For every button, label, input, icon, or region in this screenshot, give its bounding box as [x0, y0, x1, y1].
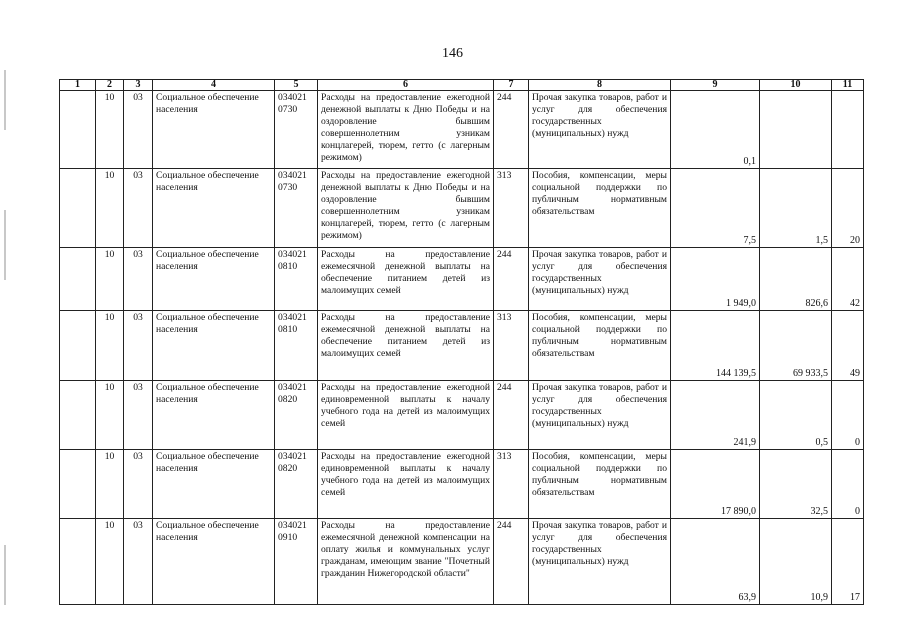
- cell-c9: 7,5: [671, 169, 760, 248]
- cell-c11: 42: [832, 248, 864, 311]
- cell-c5: 034021 0810: [275, 248, 318, 311]
- cell-c9: 63,9: [671, 519, 760, 605]
- cell-c6: Расходы на предоставление ежемесячной денежной выплаты на обеспечение питанием детей из малоимущих семей: [318, 248, 494, 311]
- page-number: 146: [442, 46, 463, 61]
- cell-c3: 03: [124, 91, 153, 169]
- cell-c2: 10: [96, 519, 124, 605]
- cell-c5: 034021 0730: [275, 91, 318, 169]
- table-row: [60, 91, 864, 169]
- cell-c2: 10: [96, 381, 124, 450]
- cell-c2: 10: [96, 311, 124, 381]
- table-row: [60, 169, 864, 248]
- cell-c8: Пособия, компенсации, меры социальной поддержки по публичным нормативным обязательствам: [529, 450, 671, 519]
- column-header-6: 6: [318, 80, 494, 91]
- cell-c8: Прочая закупка товаров, работ и услуг для обеспечения государственных (муниципальных) нужд: [529, 381, 671, 450]
- table-row: [60, 519, 864, 605]
- cell-c8: Прочая закупка товаров, работ и услуг для обеспечения государственных (муниципальных) нужд: [529, 519, 671, 605]
- cell-c10: 69 933,5: [760, 311, 832, 381]
- cell-c3: 03: [124, 248, 153, 311]
- cell-c1: [60, 519, 96, 605]
- cell-c7: 244: [494, 91, 529, 169]
- table-header-row: [60, 80, 864, 91]
- cell-c4: Социальное обеспечение населения: [153, 519, 275, 605]
- cell-c11: 17: [832, 519, 864, 605]
- cell-c11: 0: [832, 450, 864, 519]
- cell-c6: Расходы на предоставление ежемесячной денежной компенсации на оплату жилья и коммунальных услуг гражданам, имеющим звание "Почетный гражданин Нижегородской области": [318, 519, 494, 605]
- column-header-9: 9: [671, 80, 760, 91]
- cell-c4: Социальное обеспечение населения: [153, 450, 275, 519]
- cell-c7: 244: [494, 248, 529, 311]
- cell-c1: [60, 248, 96, 311]
- cell-c4: Социальное обеспечение населения: [153, 381, 275, 450]
- cell-c3: 03: [124, 169, 153, 248]
- cell-c5: 034021 0810: [275, 311, 318, 381]
- cell-c4: Социальное обеспечение населения: [153, 169, 275, 248]
- cell-c4: Социальное обеспечение населения: [153, 248, 275, 311]
- column-header-5: 5: [275, 80, 318, 91]
- column-header-7: 7: [494, 80, 529, 91]
- cell-c4: Социальное обеспечение населения: [153, 91, 275, 169]
- cell-c6: Расходы на предоставление ежегодной единовременной выплаты к началу учебного года на детей из малоимущих семей: [318, 381, 494, 450]
- cell-c10: 0,5: [760, 381, 832, 450]
- column-header-10: 10: [760, 80, 832, 91]
- table-row: [60, 311, 864, 381]
- column-header-4: 4: [153, 80, 275, 91]
- scan-mark: [4, 545, 6, 605]
- cell-c7: 313: [494, 169, 529, 248]
- cell-c3: 03: [124, 450, 153, 519]
- cell-c9: 17 890,0: [671, 450, 760, 519]
- column-header-2: 2: [96, 80, 124, 91]
- cell-c4: Социальное обеспечение населения: [153, 311, 275, 381]
- table-row: [60, 248, 864, 311]
- cell-c8: Пособия, компенсации, меры социальной поддержки по публичным нормативным обязательствам: [529, 311, 671, 381]
- cell-c10: 32,5: [760, 450, 832, 519]
- column-header-1: 1: [60, 80, 96, 91]
- cell-c1: [60, 381, 96, 450]
- column-header-8: 8: [529, 80, 671, 91]
- cell-c7: 244: [494, 519, 529, 605]
- cell-c8: Пособия, компенсации, меры социальной поддержки по публичным нормативным обязательствам: [529, 169, 671, 248]
- cell-c3: 03: [124, 381, 153, 450]
- cell-c11: [832, 91, 864, 169]
- column-header-11: 11: [832, 80, 864, 91]
- cell-c3: 03: [124, 311, 153, 381]
- cell-c10: 10,9: [760, 519, 832, 605]
- scan-mark: [4, 70, 6, 130]
- cell-c2: 10: [96, 248, 124, 311]
- cell-c10: [760, 91, 832, 169]
- scan-mark: [4, 210, 6, 280]
- cell-c5: 034021 0910: [275, 519, 318, 605]
- cell-c2: 10: [96, 169, 124, 248]
- cell-c10: 826,6: [760, 248, 832, 311]
- cell-c7: 244: [494, 381, 529, 450]
- table-row: [60, 450, 864, 519]
- cell-c6: Расходы на предоставление ежемесячной денежной выплаты на обеспечение питанием детей из малоимущих семей: [318, 311, 494, 381]
- cell-c8: Прочая закупка товаров, работ и услуг для обеспечения государственных (муниципальных) нужд: [529, 91, 671, 169]
- cell-c9: 1 949,0: [671, 248, 760, 311]
- cell-c2: 10: [96, 91, 124, 169]
- cell-c11: 0: [832, 381, 864, 450]
- cell-c6: Расходы на предоставление ежегодной денежной выплаты к Дню Победы и на оздоровление бывшим совершеннолетним узникам концлагерей, тюрем, гетто (с лагерным режимом): [318, 169, 494, 248]
- cell-c6: Расходы на предоставление ежегодной денежной выплаты к Дню Победы и на оздоровление бывшим совершеннолетним узникам концлагерей, тюрем, гетто (с лагерным режимом): [318, 91, 494, 169]
- cell-c1: [60, 450, 96, 519]
- cell-c9: 241,9: [671, 381, 760, 450]
- table-body: [60, 91, 864, 605]
- cell-c11: 20: [832, 169, 864, 248]
- cell-c7: 313: [494, 450, 529, 519]
- cell-c2: 10: [96, 450, 124, 519]
- table-row: [60, 381, 864, 450]
- cell-c10: 1,5: [760, 169, 832, 248]
- cell-c11: 49: [832, 311, 864, 381]
- cell-c9: 0,1: [671, 91, 760, 169]
- cell-c3: 03: [124, 519, 153, 605]
- cell-c1: [60, 91, 96, 169]
- cell-c6: Расходы на предоставление ежегодной единовременной выплаты к началу учебного года на детей из малоимущих семей: [318, 450, 494, 519]
- cell-c1: [60, 169, 96, 248]
- cell-c5: 034021 0730: [275, 169, 318, 248]
- cell-c5: 034021 0820: [275, 450, 318, 519]
- cell-c1: [60, 311, 96, 381]
- cell-c9: 144 139,5: [671, 311, 760, 381]
- budget-table: [59, 79, 864, 605]
- cell-c7: 313: [494, 311, 529, 381]
- cell-c5: 034021 0820: [275, 381, 318, 450]
- cell-c8: Прочая закупка товаров, работ и услуг для обеспечения государственных (муниципальных) нужд: [529, 248, 671, 311]
- column-header-3: 3: [124, 80, 153, 91]
